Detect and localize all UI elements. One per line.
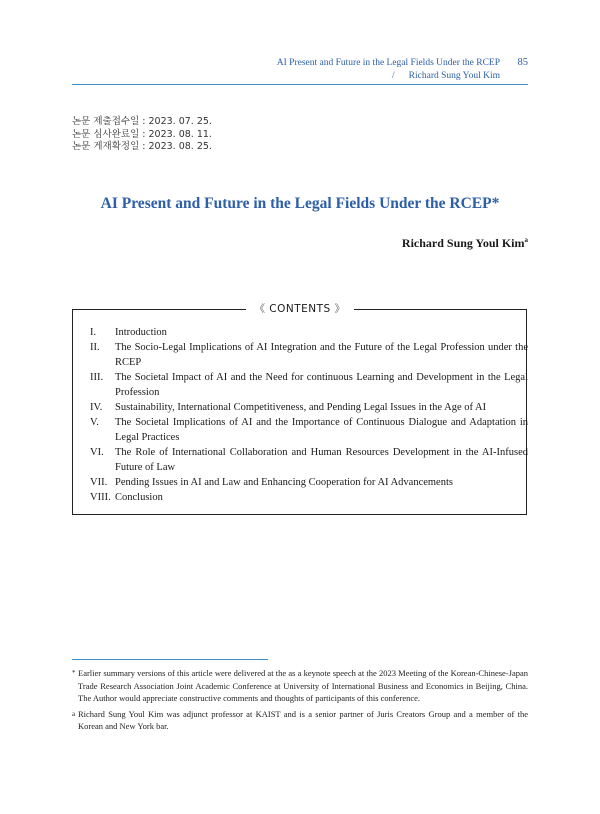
footnote [72,667,528,705]
author-byline [402,236,528,251]
toc-number: VII. [90,477,108,488]
footnote-rule [72,659,268,660]
toc-text: The Societal Implications of AI and the Importance of Continuous Dialogue and Adaptation in Legal Practices [115,417,528,443]
toc-item [90,415,528,445]
author-name: Richard Sung Youl Kim [401,236,525,250]
toc-number: VI. [90,447,104,458]
toc-text: The Socio-Legal Implications of AI Integration and the Future of the Legal Profession under the RCEP [115,342,528,368]
footnotes [72,667,528,736]
toc-item [90,325,528,340]
toc-number: IV. [90,402,103,413]
footnote-mark: a [72,709,76,718]
running-head-author: Richard Sung Youl Kim [408,71,500,81]
toc-item [90,475,528,490]
contents-heading-label: 《 CONTENTS 》 [246,301,353,317]
toc-item [90,490,528,505]
toc-number: VIII. [90,492,111,503]
table-of-contents [90,325,528,505]
author-footnote-mark: a [524,236,528,244]
date-submitted: 논문 제출접수일 : 2023. 07. 25. [72,116,212,127]
page-number: 85 [517,57,528,68]
toc-text: The Role of International Collaboration and Human Resources Development in the AI-Infused Future of Law [115,447,528,473]
toc-item [90,370,528,400]
date-accepted: 논문 게재확정일 : 2023. 08. 25. [72,141,212,152]
toc-text: Sustainability, International Competitiveness, and Pending Legal Issues in the Age of AI [115,402,487,413]
toc-number: III. [90,372,104,383]
running-head-author-line [392,69,500,83]
toc-item [90,340,528,370]
toc-number: II. [90,342,100,353]
toc-text: Conclusion [115,492,163,503]
footnote-text: Richard Sung Youl Kim was adjunct professor at KAIST and is a senior partner of Juris Creators Group and a member of the Korean and New York bar. [78,708,528,731]
toc-text: The Societal Impact of AI and the Need for continuous Learning and Development in the Legal Profession [115,372,528,398]
toc-item [90,400,528,415]
header-rule [72,84,528,85]
date-reviewed: 논문 심사완료일 : 2023. 08. 11. [72,128,212,140]
submission-dates [72,116,212,154]
toc-number: V. [90,417,99,428]
footnote-mark: * [72,669,76,677]
paper-title: AI Present and Future in the Legal Fields Under the RCEP* [100,195,500,212]
toc-item [90,445,528,475]
running-head-separator: / [392,71,395,81]
contents-heading [0,301,600,317]
toc-text: Introduction [115,327,167,338]
footnote-text: Earlier summary versions of this article were delivered at the as a keynote speech at the 2023 Meeting of the Korean-Chinese-Japan Trade Research Association Joint Academic Conference at University of International Business and Economics in Beijing, China. The Author would appreciate constructive comments and thoughts of participants of this conference. [78,668,528,703]
footnote [72,708,528,733]
toc-number: I. [90,327,97,338]
toc-text: Pending Issues in AI and Law and Enhancing Cooperation for AI Advancements [115,477,453,488]
running-head-title: AI Present and Future in the Legal Fields Under the RCEP [276,58,500,68]
